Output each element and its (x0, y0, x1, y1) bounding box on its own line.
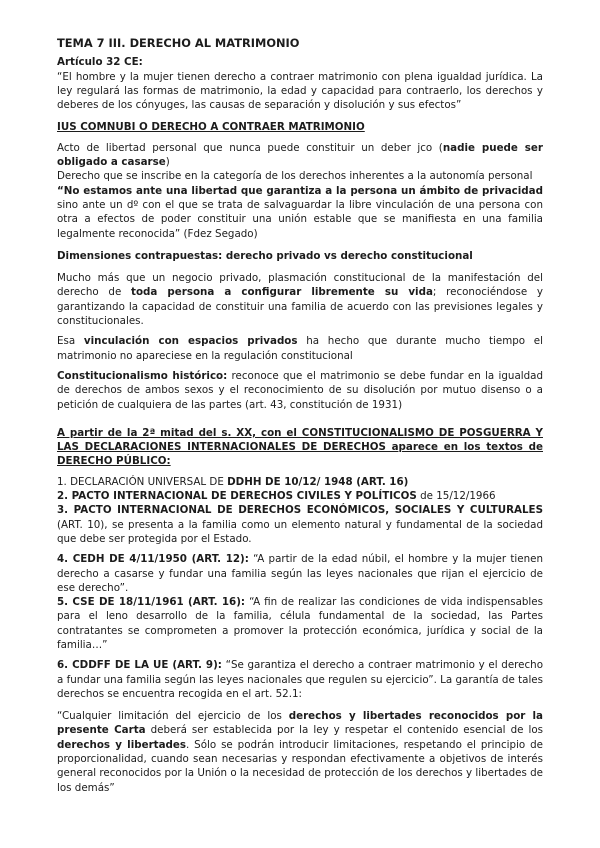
ius-paragraph-3 (57, 184, 543, 241)
item1-bold: DDHH DE 10/12/ 1948 (ART. 16) (227, 475, 409, 488)
item2-text: de 15/12/1966 (416, 490, 496, 503)
carta-quote (57, 709, 543, 795)
dim-p2-bold: vinculación con espacios privados (83, 335, 298, 348)
list-item-1 (57, 475, 543, 489)
item5-text: “A fin de realizar las condiciones de vida indispensables para el leno desarrollo de la familia, célula fundamental de la sociedad, las Partes contratantes se comprometen a promover la protección económica, jurídica y social de la familia…” (57, 596, 543, 651)
item4-text: “A partir de la edad núbil, el hombre y la mujer tienen derecho a casarse y fundar una familia según las leyes nacionales que rijan el ejercicio de ese derecho”. (57, 553, 543, 594)
dimensiones-paragraph-2 (57, 334, 543, 363)
item1-text: 1. DECLARACIÓN UNIVERSAL DE (57, 475, 228, 488)
quote-text-c: deberá ser establecida por la ley y respetar el contenido esencial de los (145, 724, 543, 737)
posguerra-section (57, 426, 543, 795)
page-title: TEMA 7 III. DERECHO AL MATRIMONIO (57, 36, 300, 50)
ius-p3-text: sino ante un dº con el que se trata de salvaguardar la libre vinculación de una persona con otra a efectos de poder constituir una unión estable que se manifiesta en una familia legalmente reconocida” (Fdez Segado) (57, 198, 543, 240)
art32-heading: Artículo 32 CE: (57, 56, 143, 69)
list-item-2 (57, 489, 543, 503)
dim-p2-rest: ha hecho que durante mucho tiempo el matrimonio no apareciese en la regulación constitucional (57, 335, 543, 362)
list-item-4 (57, 552, 543, 595)
ius-heading: IUS COMNUBI O DERECHO A CONTRAER MATRIMONIO (57, 121, 365, 134)
ius-p3-bold: “No estamos ante una libertad que garantiza a la persona un ámbito de privacidad (57, 184, 543, 197)
item3-text: (ART. 10), se presenta a la familia como un elemento natural y fundamental de la sociedad que debe ser protegida por el Estado. (57, 518, 543, 545)
item3-bold: 3. PACTO INTERNACIONAL DE DERECHOS ECONÓMICOS, SOCIALES Y CULTURALES (57, 504, 543, 517)
dim-p3-rest: reconoce que el matrimonio se debe fundar en la igualdad de derechos de ambos sexos y el reconocimiento de su disolución por mutuo disenso o a petición de cualquiera de las partes (art. 43, constitución de 1931) (57, 369, 543, 411)
list-item-6 (57, 658, 543, 701)
item6-text: “Se garantiza el derecho a contraer matrimonio y el derecho a fundar una familia según las leyes nacionales que regulen su ejercicio”. La garantía de tales derechos se encuentra recogida en el art. 52.1: (57, 659, 543, 700)
art32-section (57, 55, 543, 112)
quote-bold-d: derechos y libertades (57, 738, 187, 751)
item6-bold: 6. CDDFF DE LA UE (ART. 9): (57, 659, 222, 672)
ius-paragraph-1 (57, 141, 543, 170)
quote-bold-b: derechos y libertades reconocidos por la presente Carta (57, 710, 543, 737)
dim-p1-bold: toda persona a configurar libremente su vida (131, 286, 433, 299)
dimensiones-paragraph-3 (57, 369, 543, 412)
ius-p1-close: ) (165, 156, 170, 169)
ius-section (57, 120, 543, 240)
posguerra-heading: A partir de la 2ª mitad del s. XX, con el CONSTITUCIONALISMO DE POSGUERRA Y LAS DECLARACIONES INTERNACIONALES DE DERECHOS aparece en los textos de DERECHO PÚBLICO: (57, 426, 543, 468)
quote-text-e: . Sólo se podrán introducir limitaciones, respetando el principio de proporcionalidad, cuando sean necesarias y respondan efectivamente a objetivos de interés general reconocidos por la Unión o la necesidad de protección de los derechos y libertades de los demás” (57, 738, 543, 794)
ius-paragraph-2: Derecho que se inscribe en la categoría de los derechos inherentes a la autonomía personal (57, 170, 533, 183)
dimensiones-heading: Dimensiones contrapuestas: derecho privado vs derecho constitucional (57, 249, 473, 262)
document-page (57, 36, 543, 801)
dim-p3-bold: Constitucionalismo histórico: (57, 369, 228, 382)
ius-p1-bold: nadie puede ser obligado a casarse (57, 141, 543, 169)
item2-bold: 2. PACTO INTERNACIONAL DE DERECHOS CIVILES Y POLÍTICOS (57, 490, 417, 503)
list-item-5 (57, 595, 543, 652)
item5-bold: 5. CSE DE 18/11/1961 (ART. 16): (57, 596, 246, 609)
dim-p2-text: Esa (57, 335, 84, 348)
list-item-3 (57, 503, 543, 546)
item4-bold: 4. CEDH DE 4/11/1950 (ART. 12): (57, 553, 249, 566)
ius-p1-text: Acto de libertad personal que nunca puede constituir un deber jco ( (57, 141, 443, 154)
art32-quote: “El hombre y la mujer tienen derecho a contraer matrimonio con plena igualdad jurídica. La ley regulará las formas de matrimonio, la edad y capacidad para contraerlo, los derechos y deberes de los cónyuges, las causas de separación y disolución y sus efectos” (57, 70, 543, 112)
dimensiones-paragraph-1 (57, 271, 543, 328)
dimensiones-section (57, 249, 543, 412)
quote-text-a: “Cualquier limitación del ejercicio de los (57, 710, 289, 723)
dim-p1-rest: ; reconociéndose y garantizando la capacidad de constituir una familia de acuerdo con las previsiones legales y constitucionales. (57, 286, 543, 328)
dim-p1-text: Mucho más que un negocio privado, plasmación constitucional de la manifestación del derecho de (57, 272, 543, 299)
